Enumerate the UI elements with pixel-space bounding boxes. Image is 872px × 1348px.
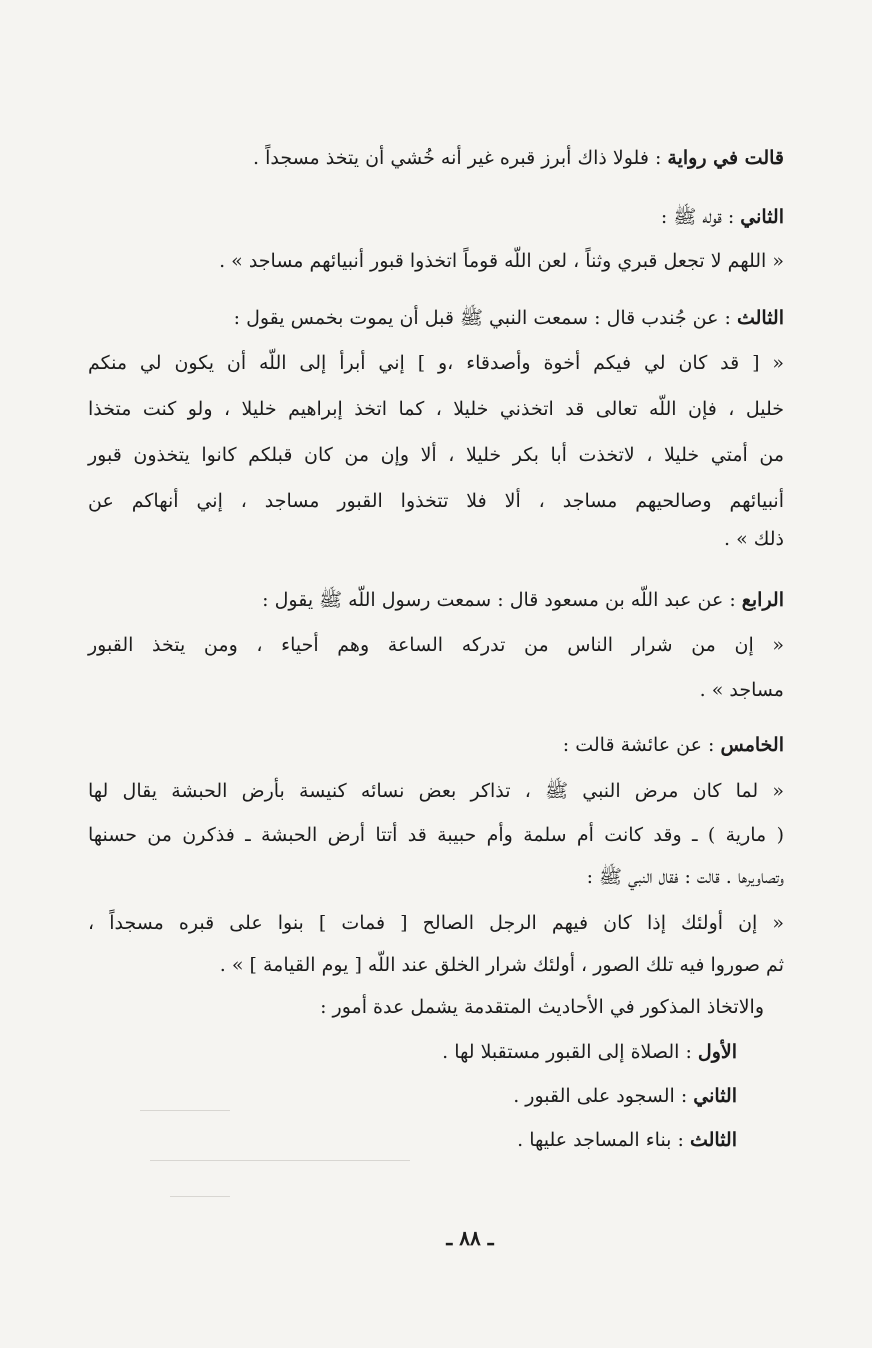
- text-line-8: [88, 490, 784, 512]
- text-line-6: [88, 398, 784, 420]
- text-line-4: [234, 306, 784, 334]
- section-label: الثاني: [693, 1085, 737, 1107]
- scan-artifact: [150, 1160, 410, 1161]
- line-text: : فلولا ذاك أبرز قبره غير أنه خُشي أن يتخذ مسجداً .: [253, 147, 668, 169]
- text-line-2: [661, 205, 784, 233]
- line-text: : عن عبد اللّه بن مسعود قال : سمعت رسول اللّه ﷺ يقول :: [262, 589, 742, 611]
- text-line-20: [442, 1041, 737, 1063]
- section-label: الثالث: [736, 307, 784, 329]
- line-text: أنبيائهم وصالحيهم مساجد ، ألا فلا تتخذوا القبور مساجد ، إني أنهاكم عن: [88, 490, 784, 512]
- text-line-15: [88, 824, 784, 846]
- line-text: « إن أولئك إذا كان فيهم الرجل الصالح [ فمات ] بنوا على قبره مسجداً ،: [88, 912, 784, 934]
- text-line-5: [88, 352, 784, 374]
- line-text: « لما كان مرض النبي ﷺ ، تذاكر بعض نسائه كنيسة بأرض الحبشة يقال لها: [88, 780, 784, 802]
- section-label: الثاني: [740, 206, 784, 228]
- line-text: وتصاويرها . قالت : فقال النبي ﷺ :: [586, 866, 784, 888]
- line-text: من أمتي خليلا ، لاتخذت أبا بكر خليلا ، ألا وإن من كان قبلكم كانوا يتخذون قبور: [88, 444, 784, 466]
- line-text: مساجد » .: [699, 679, 784, 701]
- section-label: قالت في رواية: [667, 147, 784, 169]
- line-text: خليل ، فإن اللّه تعالى قد اتخذني خليلا ، كما اتخذ إبراهيم خليلا ، ولو كنت متخذا: [88, 398, 784, 420]
- line-text: : السجود على القبور .: [513, 1085, 694, 1107]
- line-text: : بناء المساجد عليها .: [517, 1129, 690, 1151]
- text-line-16: [587, 865, 784, 893]
- text-line-7: [88, 444, 784, 466]
- text-line-18: [220, 954, 784, 976]
- line-text: : عن جُندب قال : سمعت النبي ﷺ قبل أن يموت بخمس يقول :: [233, 307, 737, 329]
- section-label: الثالث: [689, 1129, 737, 1151]
- text-line-12: [700, 679, 784, 701]
- scan-artifact: [170, 1196, 230, 1197]
- text-line-3: [219, 250, 784, 272]
- text-line-9: [724, 528, 784, 550]
- line-text: ثم صوروا فيه تلك الصور ، أولئك شرار الخلق عند اللّه [ يوم القيامة ] » .: [219, 954, 784, 976]
- page-number: ـ ٨٨ ـ: [446, 1226, 494, 1250]
- line-text: « إن من شرار الناس من تدركه الساعة وهم أحياء ، ومن يتخذ القبور: [88, 634, 784, 656]
- line-text: : الصلاة إلى القبور مستقبلا لها .: [442, 1041, 698, 1063]
- text-line-14: [88, 779, 784, 807]
- text-line-1: [253, 147, 784, 169]
- line-text: « [ قد كان لي فيكم أخوة وأصدقاء ،و ] إني أبرأ إلى اللّه أن يكون لي منكم: [88, 352, 784, 374]
- text-line-13: [563, 734, 784, 756]
- section-label: الرابع: [741, 589, 784, 611]
- line-text: ( مارية ) ـ وقد كانت أم سلمة وأم حبيبة قد أتتا أرض الحبشة ـ فذكرن من حسنها: [88, 824, 784, 846]
- text-line-11: [88, 634, 784, 656]
- text-line-19: [320, 996, 764, 1018]
- line-text: والاتخاذ المذكور في الأحاديث المتقدمة يشمل عدة أمور :: [320, 996, 764, 1018]
- text-line-22: [517, 1129, 737, 1151]
- line-text: : قوله ﷺ :: [660, 206, 741, 228]
- scan-artifact: [140, 1110, 230, 1111]
- text-line-17: [88, 912, 784, 934]
- line-text: : عن عائشة قالت :: [562, 734, 721, 756]
- line-text: « اللهم لا تجعل قبري وثناً ، لعن اللّه قوماً اتخذوا قبور أنبيائهم مساجد » .: [219, 250, 784, 272]
- section-label: الخامس: [720, 734, 784, 756]
- text-line-21: [513, 1085, 737, 1107]
- text-line-10: [262, 588, 784, 616]
- section-label: الأول: [697, 1041, 737, 1063]
- line-text: ذلك » .: [723, 528, 784, 550]
